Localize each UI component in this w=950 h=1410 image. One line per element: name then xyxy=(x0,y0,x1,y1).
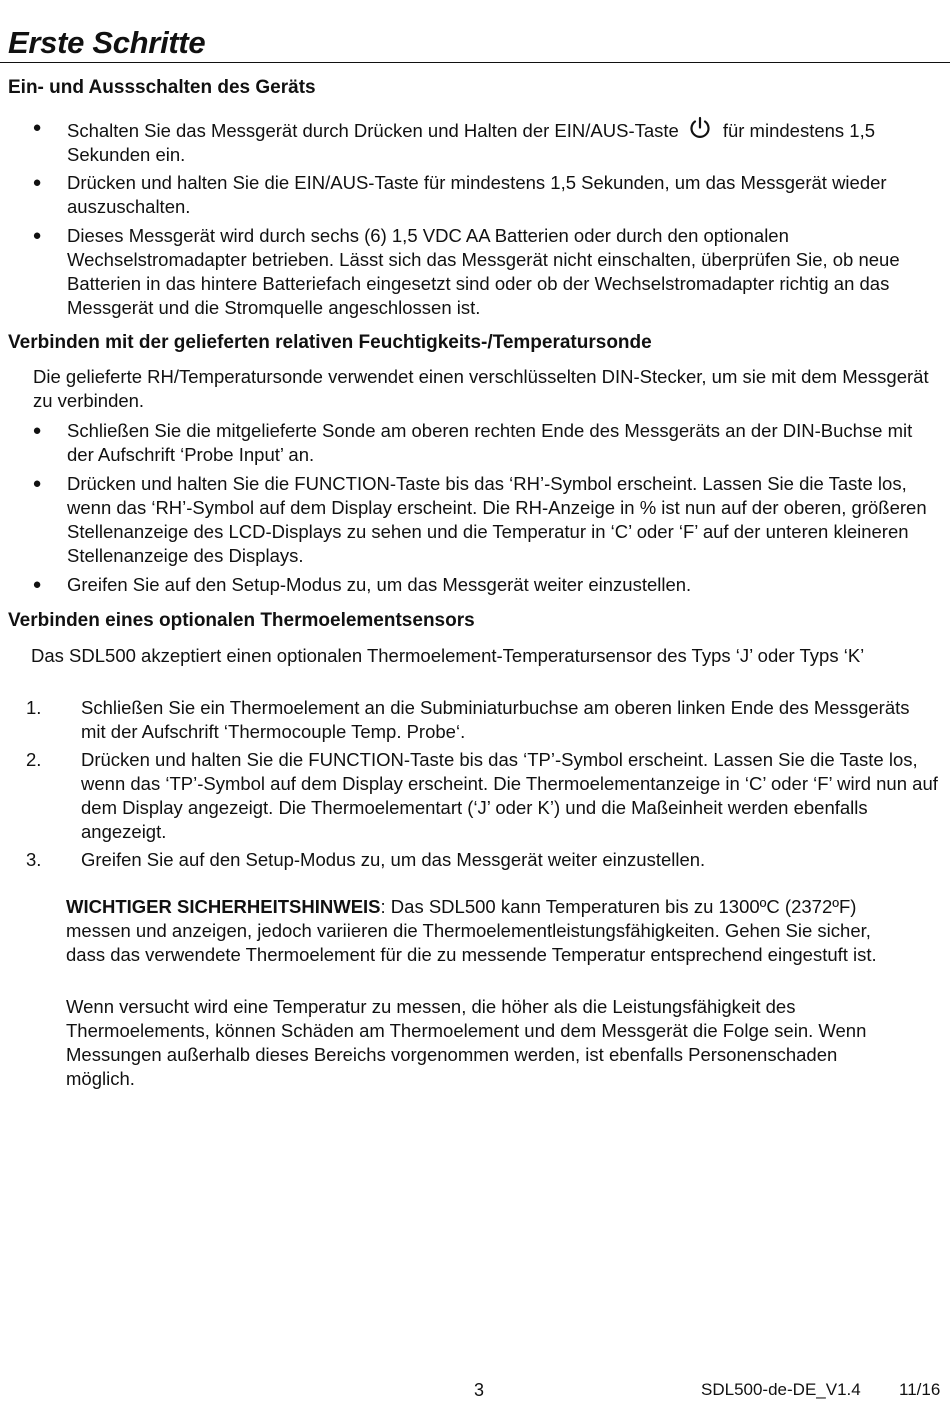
section-intro: Die gelieferte RH/Temperatursonde verwendet einen verschlüsselten DIN-Stecker, um sie mit dem Messgerät zu verbinden. xyxy=(33,366,929,411)
title-divider xyxy=(0,62,950,63)
list-item-text: Greifen Sie auf den Setup-Modus zu, um das Messgerät weiter einzustellen. xyxy=(67,574,692,595)
bullet-icon: ● xyxy=(32,119,42,136)
bullet-icon: ● xyxy=(32,227,42,244)
step-text: Schließen Sie ein Thermoelement an die Subminiaturbuchse am oberen linken Ende des Messgeräts mit der Aufschrift ‘Thermocouple Temp. Probe‘. xyxy=(81,697,910,742)
safety-notice-text: : Das SDL500 kann Temperaturen bis zu 1300ºC (2372ºF) messen und anzeigen, jedoch variieren die Thermoelementleistungsfähigkeiten. Gehen Sie sicher, dass das verwendete Thermoelement für die zu messende Temperatur entsprechend eingestuft ist. xyxy=(66,896,877,965)
step-text: Drücken und halten Sie die FUNCTION-Taste bis das ‘TP’-Symbol erscheint. Lassen Sie die Taste los, wenn das ‘TP’-Symbol auf dem Display erscheint. Die Thermoelementanzeige in ‘C’ oder ‘F’ wird nun auf dem Display angezeigt. Die Thermoelementart (‘J’ oder K’) und die Maßeinheit werden ebenfalls angezeigt. xyxy=(81,749,938,842)
bullet-icon: ● xyxy=(32,475,42,492)
page-count: 11/16 xyxy=(899,1380,941,1399)
document-id: SDL500-de-DE_V1.4 xyxy=(701,1380,861,1399)
step-text: Greifen Sie auf den Setup-Modus zu, um das Messgerät weiter einzustellen. xyxy=(81,849,706,870)
step-number: 3. xyxy=(26,849,42,870)
section-heading-power: Ein- und Aussschalten des Geräts xyxy=(8,77,316,98)
page-number: 3 xyxy=(474,1380,485,1400)
step-number: 1. xyxy=(26,697,42,718)
page-title: Erste Schritte xyxy=(8,25,206,60)
list-item-text: Drücken und halten Sie die EIN/AUS-Taste für mindestens 1,5 Sekunden, um das Messgerät wieder auszuschalten. xyxy=(67,172,887,217)
power-icon xyxy=(687,116,713,140)
list-item-text: Schalten Sie das Messgerät durch Drücken und Halten der EIN/AUS-Taste xyxy=(67,120,679,141)
list-item-text: für mindestens 1,5 Sekunden ein. xyxy=(67,120,876,165)
bullet-icon: ● xyxy=(32,576,42,593)
bullet-icon: ● xyxy=(32,174,42,191)
list-item-text: Schließen Sie die mitgelieferte Sonde am oberen rechten Ende des Messgeräts an der DIN-Buchse mit der Aufschrift ‘Probe Input’ an. xyxy=(67,420,913,465)
step-number: 2. xyxy=(26,749,42,770)
safety-notice-label: WICHTIGER SICHERHEITSHINWEIS xyxy=(66,896,381,917)
section-intro: Das SDL500 akzeptiert einen optionalen Thermoelement-Temperatursensor des Typs ‘J’ oder Typs ‘K’ xyxy=(31,645,865,666)
list-item-text: Drücken und halten Sie die FUNCTION-Taste bis das ‘RH’-Symbol erscheint. Lassen Sie die Taste los, wenn das ‘RH’-Symbol auf dem Display erscheint. Die RH-Anzeige in % ist nun auf der oberen, größeren Stellenanzeige des LCD-Displays zu sehen und die Temperatur in ‘C’ oder ‘F’ auf der unteren kleineren Stellenanzeige des Displays. xyxy=(67,473,927,566)
section-heading-thermocouple: Verbinden eines optionalen Thermoelementsensors xyxy=(8,610,475,631)
safety-notice-paragraph: Wenn versucht wird eine Temperatur zu messen, die höher als die Leistungsfähigkeit des Thermoelements, können Schäden am Thermoelement und dem Messgerät die Folge sein. Wenn Messungen außerhalb dieses Bereichs vorgenommen werden, ist ebenfalls Personenschaden möglich. xyxy=(66,996,867,1089)
bullet-icon: ● xyxy=(32,422,42,439)
section-heading-rh-probe: Verbinden mit der gelieferten relativen Feuchtigkeits-/Temperatursonde xyxy=(8,332,652,353)
safety-notice xyxy=(66,895,891,967)
list-item-text: Dieses Messgerät wird durch sechs (6) 1,5 VDC AA Batterien oder durch den optionalen Wechselstromadapter betrieben. Lässt sich das Messgerät nicht einschalten, überprüfen Sie, ob neue Batterien in das hintere Batteriefach eingesetzt sind oder ob der Wechselstromadapter richtig an das Messgerät und die Stromquelle angeschlossen ist. xyxy=(67,225,900,318)
